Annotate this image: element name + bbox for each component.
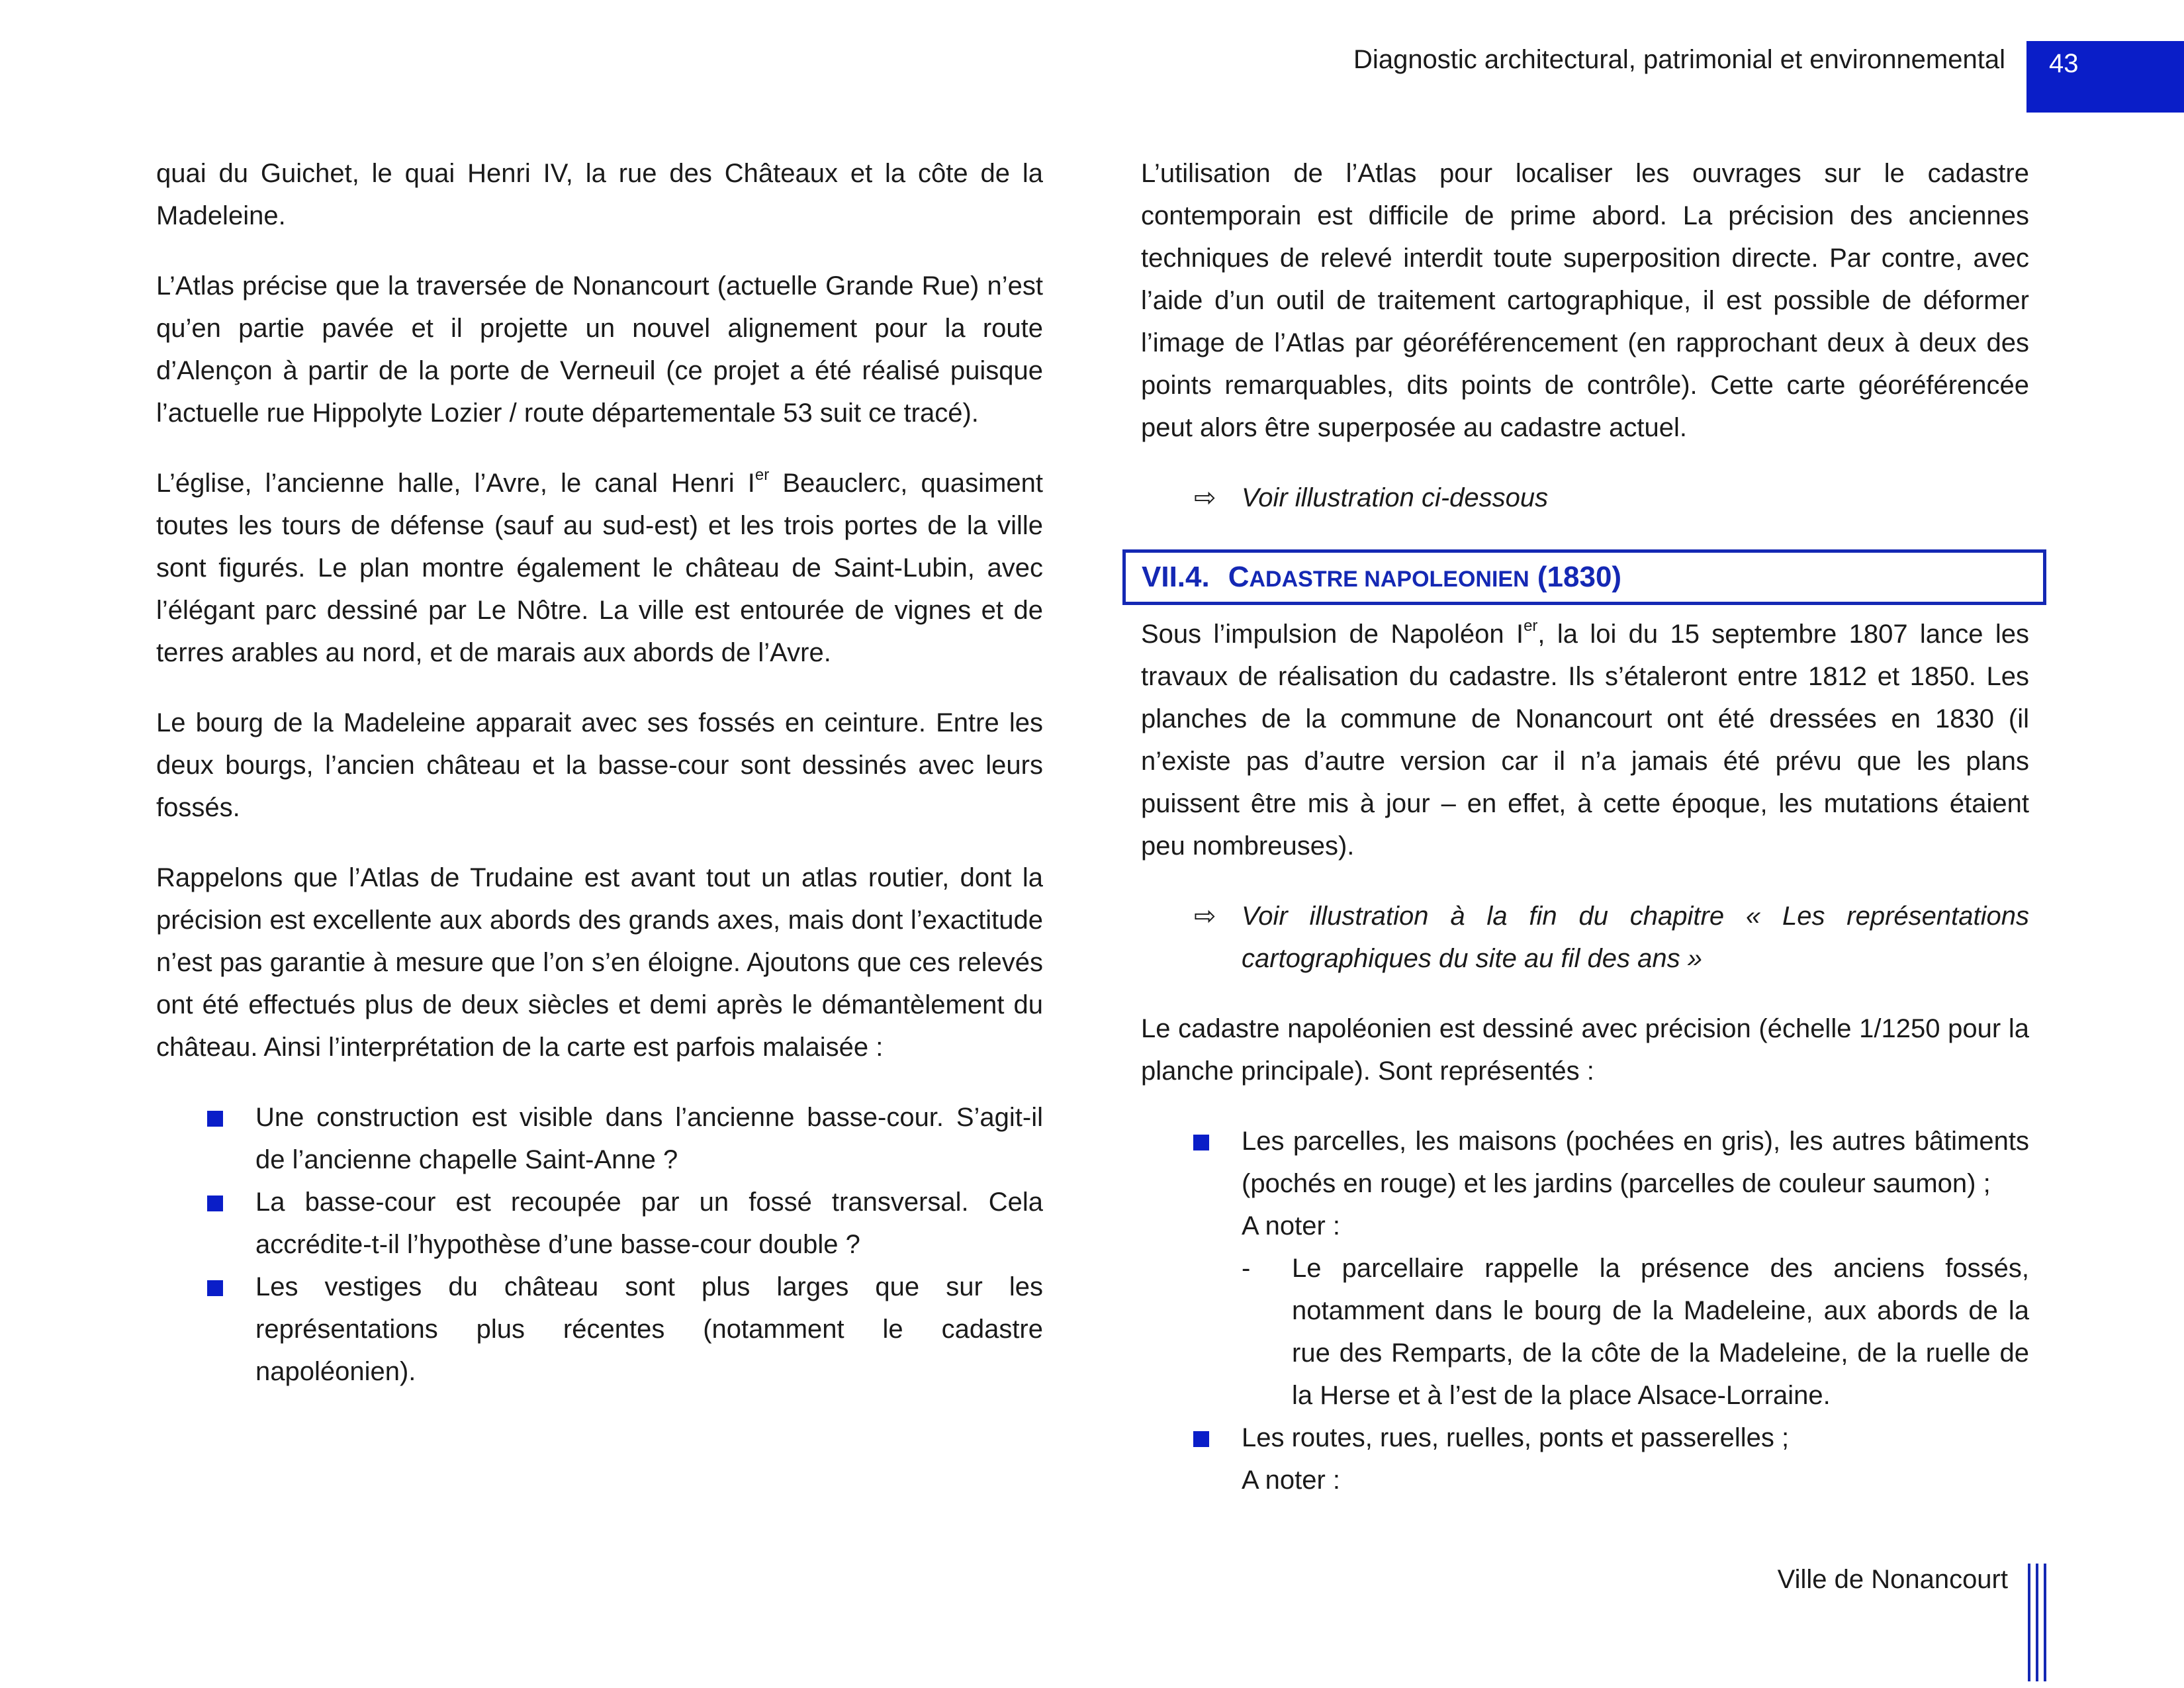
- illustration-reference: [1141, 895, 2029, 980]
- dash-list-item-text: Le parcellaire rappelle la présence des anciens fossés, notamment dans le bourg de la Madeleine, aux abords de la rue des Remparts, de la côte de la Madeleine, de la ruelle de la Herse et à l’est de la place Alsace-Lorraine.: [1292, 1254, 2029, 1410]
- bullet-list: [1141, 1120, 2029, 1501]
- bullet-list: [156, 1096, 1043, 1393]
- dash-list: [1242, 1247, 2029, 1417]
- footer-text: Ville de Nonancourt: [1777, 1565, 2008, 1594]
- text-run: Sous l’impulsion de Napoléon I: [1141, 620, 1524, 649]
- dash-bullet: -: [1242, 1254, 1251, 1283]
- footer-line: [2028, 1564, 2030, 1681]
- square-bullet-icon: [207, 1196, 223, 1211]
- left-column: [156, 152, 1043, 1393]
- paragraph: Le cadastre napoléonien est dessiné avec précision (échelle 1/1250 pour la planche principale). Sont représentés :: [1141, 1014, 2029, 1086]
- paragraph: quai du Guichet, le quai Henri IV, la rue des Châteaux et la côte de la Madeleine.: [156, 159, 1043, 230]
- list-item: [255, 1181, 1043, 1266]
- section-title-initial: C: [1228, 561, 1250, 593]
- square-bullet-icon: [207, 1111, 223, 1127]
- section-number: VII.4.: [1142, 561, 1210, 593]
- footer-decorative-lines: [2028, 1564, 2048, 1681]
- square-bullet-icon: [1193, 1135, 1209, 1150]
- list-item: [1242, 1417, 2029, 1501]
- arrow-right-icon: ⇨: [1194, 902, 1216, 931]
- superscript: er: [754, 466, 770, 484]
- list-item-text: Les parcelles, les maisons (pochées en gris), les autres bâtiments (pochés en rouge) et les jardins (parcelles de couleur saumon) ;: [1242, 1127, 2029, 1198]
- page-number: 43: [2049, 49, 2079, 78]
- illustration-reference-text: Voir illustration ci-dessous: [1242, 483, 1549, 512]
- list-item-text: Une construction est visible dans l’ancienne basse-cour. S’agit-il de l’ancienne chapelle Saint-Anne ?: [255, 1103, 1043, 1174]
- running-header-title: Diagnostic architectural, patrimonial et environnemental: [1353, 45, 2005, 74]
- dash-list-item: [1242, 1247, 2029, 1417]
- section-title-year: (1830): [1537, 561, 1622, 593]
- footer-line: [2036, 1564, 2038, 1681]
- square-bullet-icon: [207, 1280, 223, 1296]
- text-run: L’église, l’ancienne halle, l’Avre, le canal Henri I: [156, 469, 755, 498]
- paragraph: Le bourg de la Madeleine apparait avec ses fossés en ceinture. Entre les deux bourgs, l’ancien château et la basse-cour sont dessinés avec leurs fossés.: [156, 708, 1043, 822]
- illustration-reference: [1141, 477, 2029, 519]
- page-number-box: [2026, 41, 2184, 113]
- superscript: er: [1524, 617, 1538, 635]
- list-item-text: Les vestiges du château sont plus larges que sur les représentations plus récentes (notamment le cadastre napoléonien).: [255, 1272, 1043, 1386]
- section-heading: [1122, 549, 2046, 605]
- right-column: [1141, 152, 2029, 1501]
- section-title-rest: ADASTRE NAPOLEONIEN: [1249, 567, 1529, 592]
- note-label: A noter :: [1242, 1211, 1340, 1241]
- list-item: [255, 1266, 1043, 1393]
- note-label: A noter :: [1242, 1466, 1340, 1495]
- list-item: [1242, 1120, 2029, 1417]
- paragraph: L’utilisation de l’Atlas pour localiser les ouvrages sur le cadastre contemporain est difficile de prime abord. La précision des anciennes techniques de relevé interdit toute superposition directe. Par contre, avec l’aide d’un outil de traitement cartographique, il est possible de déformer l’image de l’Atlas par géoréférencement (en rapprochant deux à deux des points remarquables, dits points de contrôle). Cette carte géoréférencée peut alors être superposée au cadastre actuel.: [1141, 159, 2029, 442]
- footer-line: [2044, 1564, 2046, 1681]
- text-run: , la loi du 15 septembre 1807 lance les travaux de réalisation du cadastre. Ils s’étaleront entre 1812 et 1850. Les planches de la commune de Nonancourt ont été dressées en 1830 (il n’existe pas d’autre version car il n’a jamais été prévu que les plans puissent être mis à jour – en effet, à cette époque, les mutations étaient peu nombreuses).: [1141, 620, 2030, 861]
- text-run: Beauclerc, quasiment toutes les tours de défense (sauf au sud-est) et les trois portes de la ville sont figurés. Le plan montre également le château de Saint-Lubin, avec l’élégant parc dessiné par Le Nôtre. La ville est entourée de vignes et de terres arables au nord, et de marais aux abords de l’Avre.: [156, 469, 1043, 667]
- paragraph: [1141, 613, 2029, 867]
- arrow-right-icon: ⇨: [1194, 483, 1216, 512]
- paragraph: L’Atlas précise que la traversée de Nonancourt (actuelle Grande Rue) n’est qu’en partie pavée et il projette un nouvel alignement pour la route d’Alençon à partir de la porte de Verneuil (ce projet a été réalisé puisque l’actuelle rue Hippolyte Lozier / route départementale 53 suit ce tracé).: [156, 271, 1043, 428]
- paragraph: [156, 462, 1043, 674]
- list-item-text: Les routes, rues, ruelles, ponts et passerelles ;: [1242, 1423, 1790, 1452]
- square-bullet-icon: [1193, 1431, 1209, 1447]
- list-item-text: La basse-cour est recoupée par un fossé transversal. Cela accrédite-t-il l’hypothèse d’une basse-cour double ?: [255, 1188, 1043, 1259]
- illustration-reference-text: Voir illustration à la fin du chapitre « Les représentations cartographiques du site au fil des ans »: [1242, 902, 2029, 973]
- list-item: [255, 1096, 1043, 1181]
- paragraph: Rappelons que l’Atlas de Trudaine est avant tout un atlas routier, dont la précision est excellente aux abords des grands axes, mais dont l’exactitude n’est pas garantie à mesure que l’on s’en éloigne. Ajoutons que ces relevés ont été effectués plus de deux siècles et demi après le démantèlement du château. Ainsi l’interprétation de la carte est parfois malaisée :: [156, 863, 1043, 1062]
